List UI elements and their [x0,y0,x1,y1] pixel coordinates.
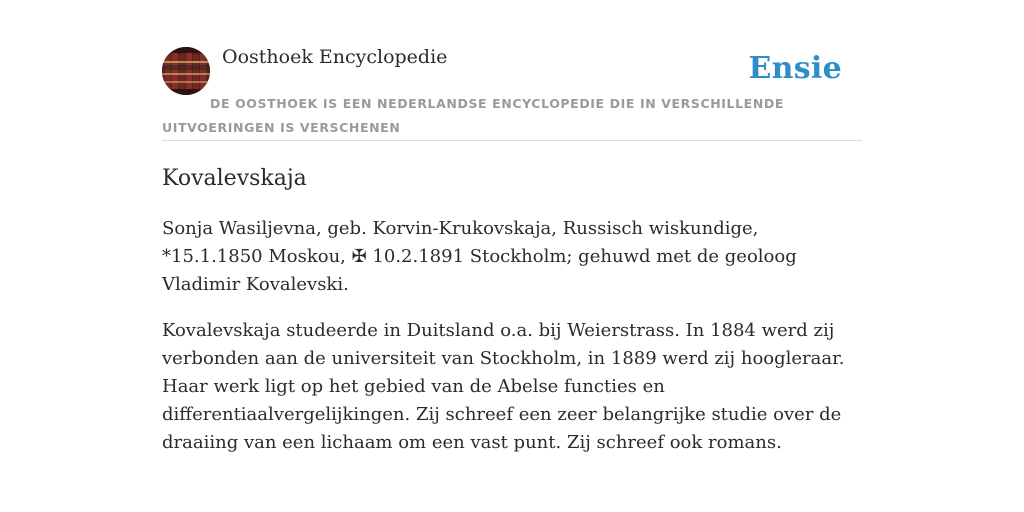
article-paragraph-1: Sonja Wasiljevna, geb. Korvin-Krukovskaja, Russisch wiskundige, *15.1.1850 Moskou, ✠ 10.2.1891 Stockholm; gehuwd met de geoloog Vladimir Kovalevski. [162,218,797,295]
site-tagline: DE OOSTHOEK IS EEN NEDERLANDSE ENCYCLOPEDIE DIE IN VERSCHILLENDE UITVOERINGEN IS VERSCHENEN [162,96,784,135]
site-header [162,46,862,141]
site-title[interactable]: Oosthoek Encyclopedie [222,46,448,68]
ensie-logo[interactable]: Ensie [748,51,842,86]
entry-title: Kovalevskaja [162,166,307,191]
article-paragraph-2: Kovalevskaja studeerde in Duitsland o.a. bij Weierstrass. In 1884 werd zij verbonden aan de universiteit van Stockholm, in 1889 werd zij hoogleraar. Haar werk ligt op het gebied van de Abelse functies en differentiaalvergelijkingen. Zij schreef een zeer belangrijke studie over de draaiing van een lichaam om een vast punt. Zij schreef ook romans. [162,320,845,453]
encyclopedia-books-image [162,47,210,95]
article [162,163,862,457]
encyclopedia-books-icon[interactable] [162,47,210,95]
